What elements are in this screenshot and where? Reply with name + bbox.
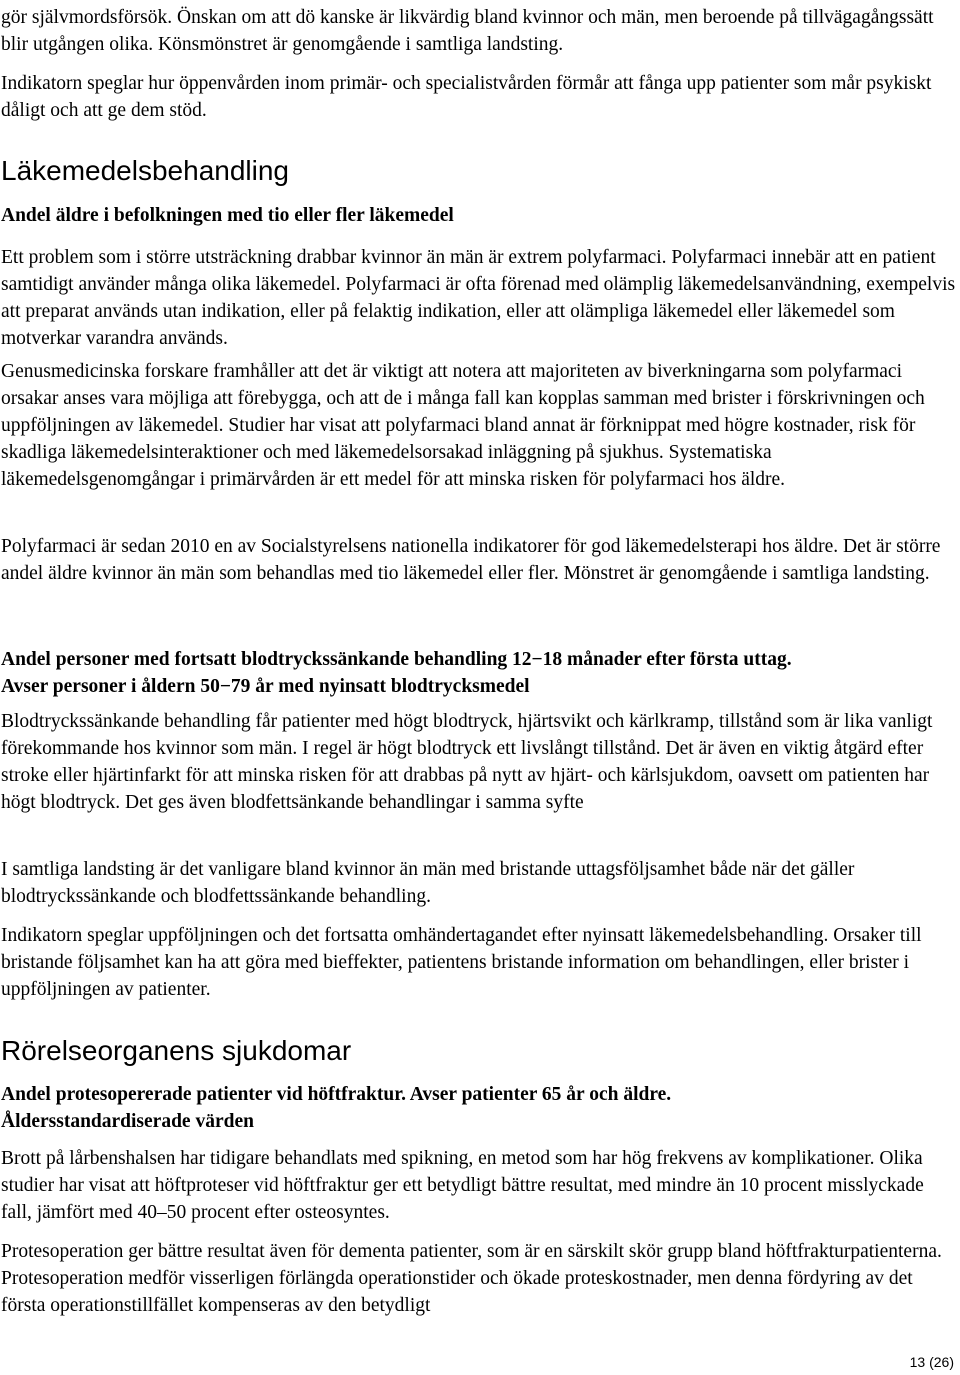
subheading-polypharmacy: Andel äldre i befolkningen med tio eller fler läkemedel: [1, 205, 454, 226]
page-number: 13 (26): [909, 1354, 954, 1370]
bloodpressure-paragraph-3: Indikatorn speglar uppföljningen och det fortsatta omhändertagandet efter nyinsatt läkemedelsbehandling. Orsaker till bristande följsamhet kan ha att göra med bieffekter, patientens bristande information om behandlingen, eller brister i uppföljningen av patienter.: [1, 925, 922, 1000]
bloodpressure-paragraph-1: Blodtryckssänkande behandling får patienter med högt blodtryck, hjärtsvikt och kärlkramp, tillstånd som är lika vanligt förekommande hos kvinnor som män. I regel är högt blodtryck ett livslångt tillstånd. Det är även en viktig åtgärd efter stroke eller hjärtinfarkt för att minska risken för att drabbas på nytt av hjärt- och kärlsjukdom, oavsett om patienten har högt blodtryck. Det ges även blodfettsänkande behandlingar i samma syfte: [1, 711, 933, 813]
subheading-hipfracture-line-2: Åldersstandardiserade värden: [1, 1111, 254, 1132]
section-heading-musculoskeletal: Rörelseorganens sjukdomar: [1, 1035, 352, 1066]
section-heading-medication: Läkemedelsbehandling: [1, 155, 289, 186]
medication-paragraph-2: Genusmedicinska forskare framhåller att det är viktigt att notera att majoriteten av biverkningarna som polyfarmaci orsakar anses vara möjliga att förebygga, och att de i många fall kan kopplas samman med brister i förskrivningen och uppföljningen av läkemedel. Studier har visat att polyfarmaci bland annat är förknippat med högre kostnader, risk för skadliga läkemedelsinteraktioner och med läkemedelsorsakad inläggning på sjukhus. Systematiska läkemedelsgenomgångar i primärvården är ett medel för att minska risken för polyfarmaci hos äldre.: [1, 361, 925, 490]
subheading-hipfracture-line-1: Andel protesopererade patienter vid höftfraktur. Avser patienter 65 år och äldre.: [1, 1084, 672, 1105]
intro-paragraph-1: gör självmordsförsök. Önskan om att dö kanske är likvärdig bland kvinnor och män, men beroende på tillvägagångssätt blir utgången olika. Könsmönstret är genomgående i samtliga landsting.: [1, 7, 934, 55]
subheading-bloodpressure-line-2: Avser personer i åldern 50−79 år med nyinsatt blodtrycksmedel: [1, 676, 530, 697]
medication-paragraph-3: Polyfarmaci är sedan 2010 en av Socialstyrelsens nationella indikatorer för god läkemedelsterapi hos äldre. Det är större andel äldre kvinnor än män som behandlas med tio läkemedel eller fler. Mönstret är genomgående i samtliga landsting.: [1, 536, 941, 584]
intro-paragraph-2: Indikatorn speglar hur öppenvården inom primär- och specialistvården förmår att fånga upp patienter som mår psykiskt dåligt och att ge dem stöd.: [1, 73, 932, 121]
subheading-bloodpressure-line-1: Andel personer med fortsatt blodtryckssänkande behandling 12−18 månader efter första uttag.: [1, 649, 792, 670]
medication-paragraph-1: Ett problem som i större utsträckning drabbar kvinnor än män är extrem polyfarmaci. Polyfarmaci innebär att en patient samtidigt använder många olika läkemedel. Polyfarmaci är ofta förenad med olämplig läkemedelsanvändning, exempelvis att preparat används utan indikation, eller på felaktig indikation, eller att olämpliga läkemedel eller läkemedel som motverkar varandra används.: [1, 247, 956, 349]
bloodpressure-paragraph-2: I samtliga landsting är det vanligare bland kvinnor än män med bristande uttagsföljsamhet både när det gäller blodtryckssänkande och blodfettssänkande behandling.: [1, 859, 855, 907]
musculoskeletal-paragraph-2: Protesoperation ger bättre resultat även för dementa patienter, som är en särskilt skör grupp bland höftfrakturpatienterna. Protesoperation medför visserligen förlängda operationstider och ökade proteskostnader, men denna fördyring av det första operationstillfället kompenseras av den betydligt: [1, 1241, 942, 1316]
musculoskeletal-paragraph-1: Brott på lårbenshalsen har tidigare behandlats med spikning, en metod som har hög frekvens av komplikationer. Olika studier har visat att höftproteser vid höftfraktur ger ett betydligt bättre resultat, med mindre än 10 procent misslyckade fall, jämfört med 40–50 procent efter osteosyntes.: [1, 1148, 924, 1223]
